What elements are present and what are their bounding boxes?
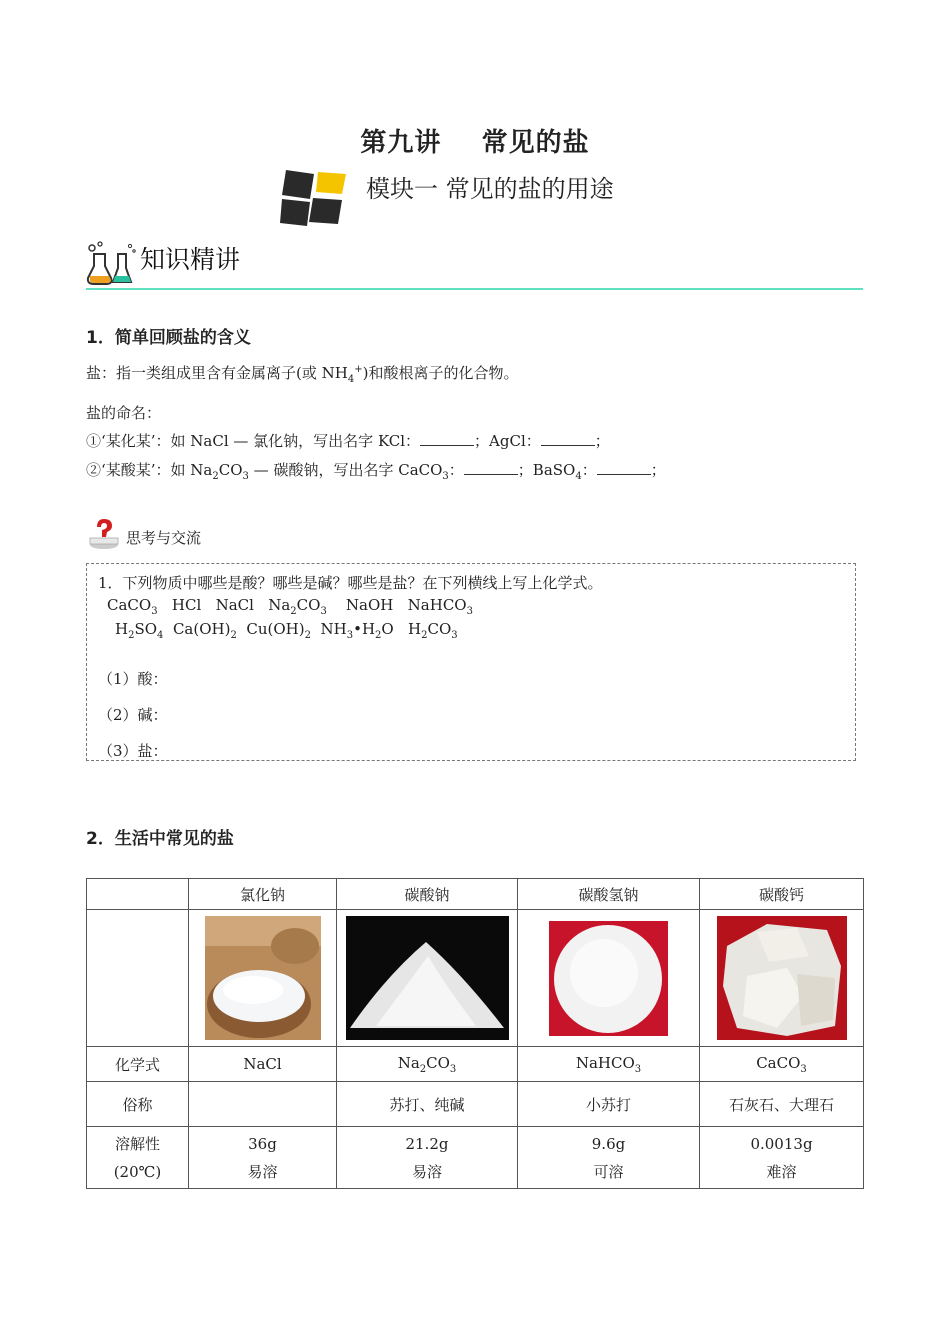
formula-cell: NaHCO$_3$ — [518, 1047, 700, 1082]
answer-blank-agcl[interactable] — [541, 433, 595, 446]
question-mark-icon — [88, 518, 120, 550]
naming-rule-1: ①‘某化某’：如 NaCl — 氯化钠，写出名字 KCl： ；AgCl： ； — [86, 432, 610, 450]
common-salts-table — [86, 878, 864, 1189]
column-header: 碳酸钠 — [337, 879, 518, 910]
column-header: 氯化钠 — [189, 879, 337, 910]
lab-flask-icon — [86, 240, 138, 288]
lecture-title: 第九讲 常见的盐 — [360, 128, 590, 158]
common-name-cell: 石灰石、大理石 — [700, 1082, 864, 1127]
module-title: 模块一 常见的盐的用途 — [366, 175, 614, 203]
solubility-cell: 9.6g 可溶 — [518, 1127, 700, 1189]
solubility-cell: 36g 易溶 — [189, 1127, 337, 1189]
section-title: 知识精讲 — [140, 245, 241, 274]
formula-cell: NaCl — [189, 1047, 337, 1082]
question-text: 1．下列物质中哪些是酸？哪些是碱？哪些是盐？在下列横线上写上化学式。 — [98, 574, 603, 592]
table-row-solubility — [87, 1127, 864, 1189]
sodium-chloride-image — [205, 916, 321, 1040]
formula-cell: $Na_2CO_3$ — [337, 1047, 518, 1082]
common-name-cell: 小苏打 — [518, 1082, 700, 1127]
answer-blank-caco3[interactable] — [464, 462, 518, 475]
answer-acid: （1）酸： — [98, 670, 168, 688]
column-header: 碳酸钙 — [700, 879, 864, 910]
table-header-row — [87, 879, 864, 910]
common-name-cell: 苏打、纯碱 — [337, 1082, 518, 1127]
solubility-cell: 21.2g 易溶 — [337, 1127, 518, 1189]
calcium-carbonate-image — [717, 916, 847, 1040]
common-name-cell — [189, 1082, 337, 1127]
question-box — [86, 563, 856, 761]
salt-definition: 盐：指一类组成里含有金属离子(或 $NH_4^+$)和酸根离子的化合物。 — [86, 364, 519, 385]
answer-blank-baso4[interactable] — [597, 462, 651, 475]
sodium-carbonate-image — [346, 916, 509, 1040]
table-row-images — [87, 910, 864, 1047]
think-label: 思考与交流 — [126, 529, 202, 547]
column-header: 碳酸氢钠 — [518, 879, 700, 910]
row-label: 俗称 — [87, 1082, 189, 1127]
module-logo-icon — [280, 166, 350, 228]
row-label: 化学式 — [87, 1047, 189, 1082]
table-row-common-name — [87, 1082, 864, 1127]
naming-rule-2: ②‘某酸某’：如 $Na_2CO_3$ — 碳酸钠，写出名字 CaCO$_3$： ；BaSO$_4$： ； — [86, 461, 666, 482]
section1-heading: 1．简单回顾盐的含义 — [86, 328, 251, 348]
solubility-cell: 0.0013g 难溶 — [700, 1127, 864, 1189]
sodium-bicarbonate-image — [549, 921, 668, 1036]
answer-salt: （3）盐： — [98, 742, 168, 760]
compound-list-2: $H_2SO_4$ $Ca(OH)_2$ $Cu(OH)_2$ $NH_3•H_2O$ $H_2CO_3$ — [115, 620, 458, 641]
row-label: 溶解性 (20℃) — [87, 1127, 189, 1189]
section2-heading: 2．生活中常见的盐 — [86, 829, 234, 849]
table-row-formula — [87, 1047, 864, 1082]
answer-base: （2）碱： — [98, 706, 168, 724]
naming-label: 盐的命名： — [86, 404, 162, 422]
formula-cell: CaCO$_3$ — [700, 1047, 864, 1082]
answer-blank-kcl[interactable] — [420, 433, 474, 446]
section-divider — [86, 288, 863, 290]
compound-list-1: CaCO$_3$ HCl NaCl $Na_2CO_3$ NaOH NaHCO$_3$ — [107, 596, 473, 617]
table-corner-cell — [87, 879, 189, 910]
